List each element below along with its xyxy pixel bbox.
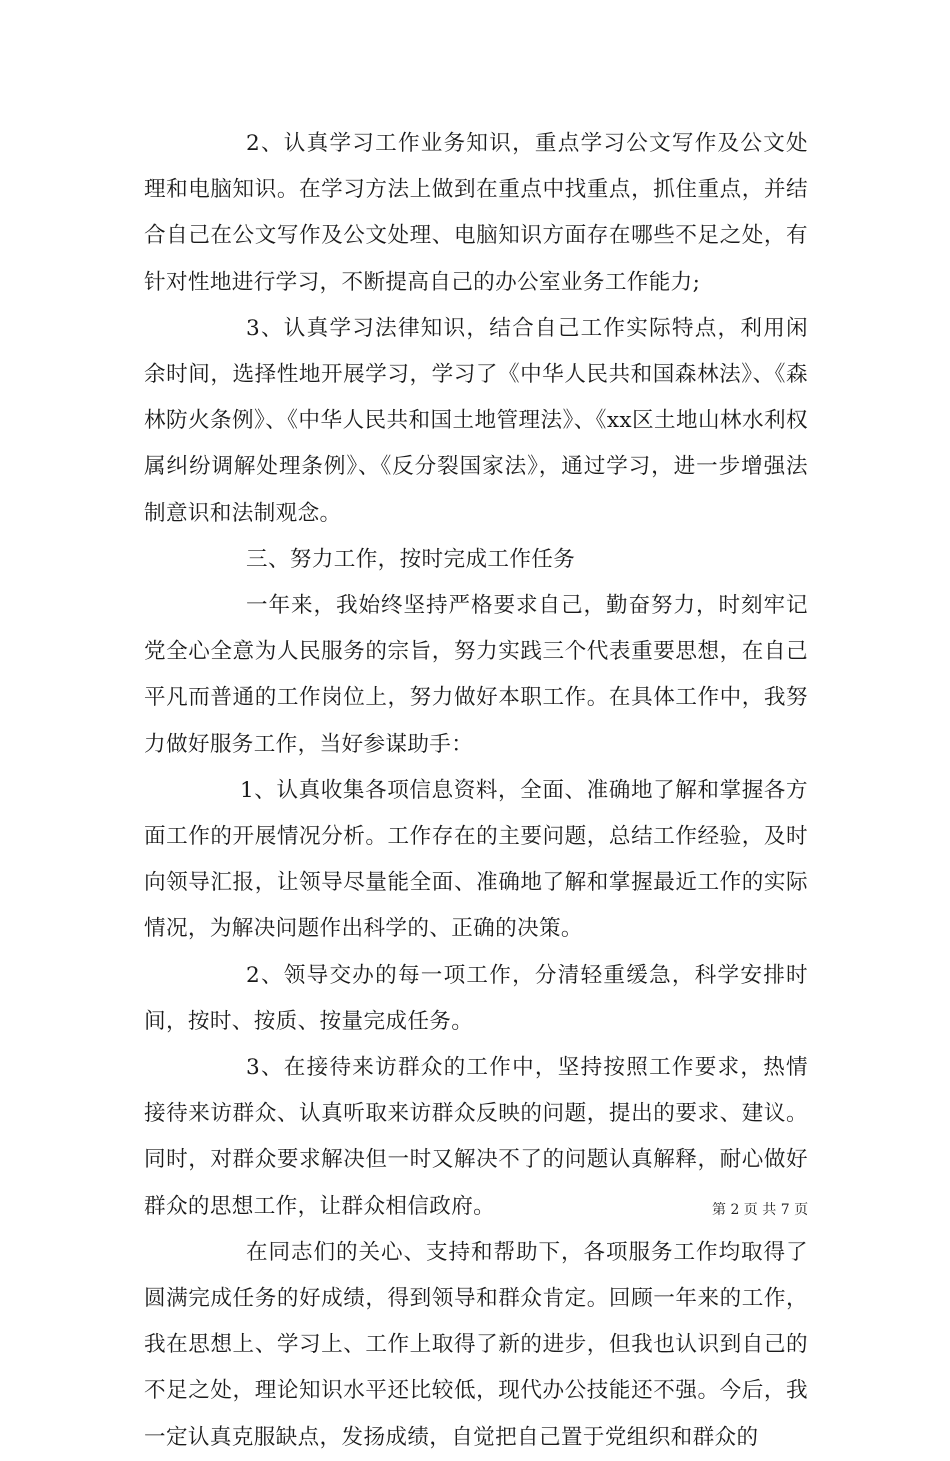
paragraph-collect-info: 1、认真收集各项信息资料，全面、准确地了解和掌握各方面工作的开展情况分析。工作存在的主要问题，总结工作经验，及时向领导汇报，让领导尽量能全面、准确地了解和掌握最近工作的实际情况，为解决问题作出科学的、正确的决策。 — [144, 777, 808, 942]
paragraph-conclusion: 在同志们的关心、支持和帮助下，各项服务工作均取得了圆满完成任务的好成绩，得到领导和群众肯定。回顾一年来的工作，我在思想上、学习上、工作上取得了新的进步，但我也认识到自己的不足之处，理论知识水平还比较低，现代办公技能还不强。今后，我一定认真克服缺点，发扬成绩，自觉把自己置于党组织和群众的 — [144, 1239, 808, 1450]
paragraph-receive-visitors: 3、在接待来访群众的工作中，坚持按照工作要求，热情接待来访群众、认真听取来访群众反映的问题，提出的要求、建议。同时，对群众要求解决但一时又解决不了的问题认真解释，耐心做好群众的思想工作，让群众相信政府。 — [144, 1055, 808, 1219]
paragraph-year-summary: 一年来，我始终坚持严格要求自己，勤奋努力，时刻牢记党全心全意为人民服务的宗旨，努力实践三个代表重要思想，在自己平凡而普通的工作岗位上，努力做好本职工作。在具体工作中，我努力做好服务工作，当好参谋助手： — [144, 593, 808, 757]
page-number-footer: 第 2 页 共 7 页 — [712, 1202, 809, 1218]
paragraph-study-law: 3、认真学习法律知识，结合自己工作实际特点，利用闲余时间，选择性地开展学习，学习了《中华人民共和国森林法》、《森林防火条例》、《中华人民共和国土地管理法》、《xx区土地山林水利权属纠纷调解处理条例》、《反分裂国家法》，通过学习，进一步增强法制意识和法制观念。 — [144, 315, 808, 526]
section-heading-work: 三、努力工作，按时完成工作任务 — [246, 546, 576, 572]
paragraph-assigned-tasks: 2、领导交办的每一项工作，分清轻重缓急，科学安排时间，按时、按质、按量完成任务。 — [144, 962, 808, 1034]
paragraph-study-business: 2、认真学习工作业务知识，重点学习公文写作及公文处理和电脑知识。在学习方法上做到在重点中找重点，抓住重点，并结合自己在公文写作及公文处理、电脑知识方面存在哪些不足之处，有针对性地进行学习，不断提高自己的办公室业务工作能力; — [144, 131, 808, 295]
document-body — [144, 121, 808, 1461]
